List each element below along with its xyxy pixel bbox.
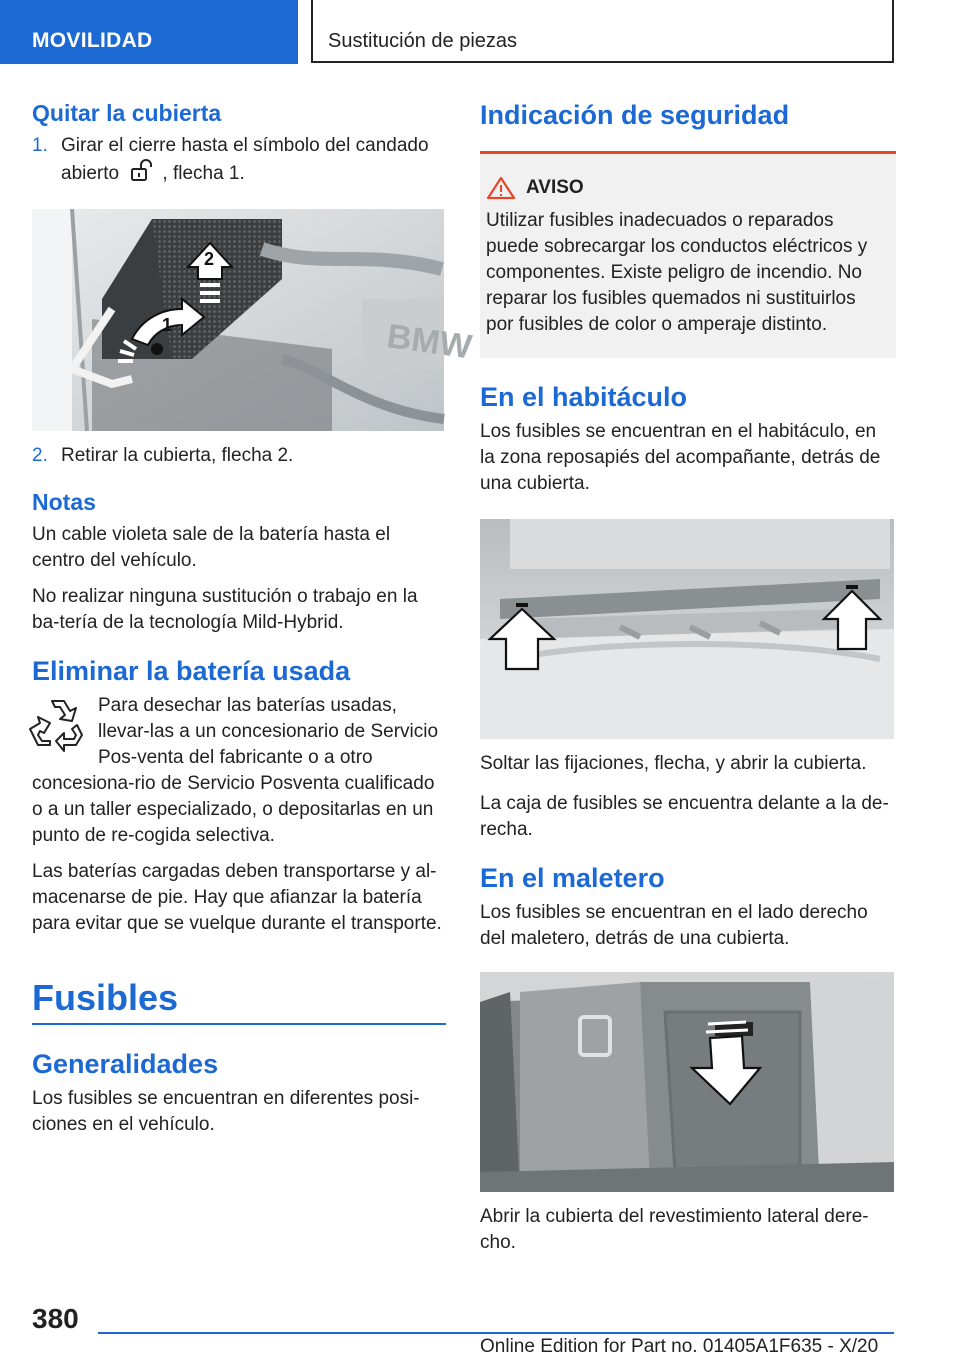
step-1 [32, 133, 446, 191]
step-2-text: Retirar la cubierta, flecha 2. [61, 445, 294, 466]
general-paragraph: Los fusibles se encuentran en diferentes posi-ciones en el vehículo. [32, 1088, 420, 1135]
section-tab [0, 0, 298, 64]
step-2-number: 2. [32, 445, 48, 466]
trunk-fuse-photo [480, 972, 894, 1192]
recycle-icon [30, 695, 86, 751]
battery-disposal-heading: Eliminar la batería usada [32, 656, 351, 686]
notes-heading: Notas [32, 489, 96, 515]
chapter-tab [311, 0, 894, 63]
warning-box [480, 151, 896, 358]
footer-rule [98, 1332, 894, 1334]
notes-paragraph-2: No realizar ninguna sustitución o trabajo en la ba-tería de la tecnología Mild-Hybrid. [32, 586, 418, 633]
step-1-suffix: , flecha 1. [162, 163, 245, 184]
trunk-heading: En el maletero [480, 863, 665, 893]
left-column [32, 100, 475, 1138]
engine-bay-photo [32, 209, 475, 431]
watermark-text: BMW [384, 317, 475, 367]
edition-text: Online Edition for Part no. 01405A1F635 - X/20 [480, 1336, 879, 1357]
safety-heading: Indicación de seguridad [480, 100, 790, 130]
battery-paragraph-1: Para desechar las baterías usadas, llevar-las a un concesionario de Servicio Pos-venta del fabricante o a otro concesiona-rio de Servicio Posventa cualificado o a un taller especializado, o depositarlas en un punto de re-cogida selectiva. [32, 695, 439, 846]
battery-paragraph-2: Las baterías cargadas deben transportarse y al-macenarse de pie. Hay que afianzar la batería para evitar que se vuelque durante el transporte. [32, 861, 442, 934]
cabin-caption: Soltar las fijaciones, flecha, y abrir la cubierta. [480, 753, 867, 774]
trunk-paragraph-1: Los fusibles se encuentran en el lado derecho del maletero, detrás de una cubierta. [480, 902, 868, 949]
step-2 [32, 443, 446, 469]
section-title: MOVILIDAD [32, 29, 153, 52]
page-number: 380 [32, 1303, 79, 1334]
figure-label-2: 2 [204, 249, 215, 269]
warning-text: Utilizar fusibles inadecuados o reparados puede sobrecargar los conductos eléctricos y componentes. Existe peligro de incendio. No reparar los fusibles quemados ni sustituirlos por fusibles de color o amperaje distinto. [486, 210, 868, 335]
warning-triangle-icon [486, 176, 516, 200]
cabin-paragraph-1: Los fusibles se encuentran en el habitáculo, en la zona reposapiés del acompañante, detrás de una cubierta. [480, 421, 881, 494]
remove-cover-heading: Quitar la cubierta [32, 100, 222, 126]
fuses-rule [32, 1023, 446, 1025]
chapter-title: Sustitución de piezas [328, 30, 518, 52]
fuses-heading: Fusibles [32, 977, 179, 1018]
warning-header [486, 176, 888, 200]
right-column [480, 100, 896, 1256]
padlock-open-icon [130, 159, 156, 191]
step-1-text: Girar el cierre hasta el símbolo del candado abierto [61, 135, 429, 184]
battery-disposal-block [32, 693, 446, 849]
cabin-paragraph-2: La caja de fusibles se encuentra delante a la de-recha. [480, 793, 889, 840]
cabin-fuse-photo [480, 519, 894, 739]
warning-label: AVISO [526, 177, 584, 198]
step-1-number: 1. [32, 135, 48, 156]
trunk-caption: Abrir la cubierta del revestimiento lateral dere-cho. [480, 1206, 869, 1253]
general-heading: Generalidades [32, 1049, 219, 1079]
notes-paragraph-1: Un cable violeta sale de la batería hasta el centro del vehículo. [32, 524, 391, 571]
cabin-heading: En el habitáculo [480, 382, 688, 412]
figure-label-1: 1 [162, 315, 173, 335]
